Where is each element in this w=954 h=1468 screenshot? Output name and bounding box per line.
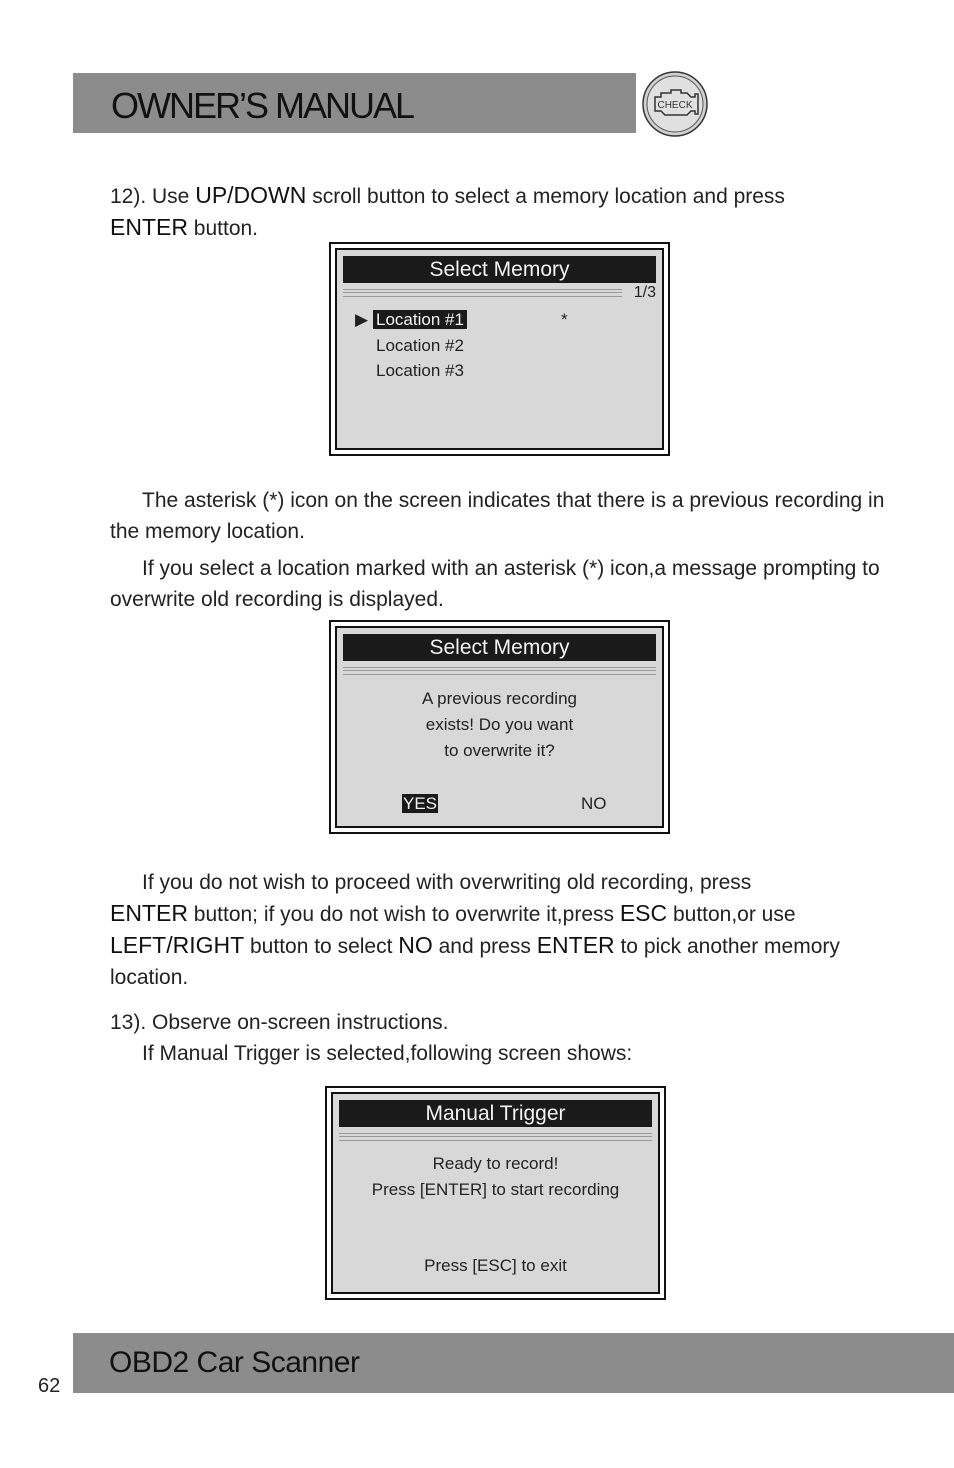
list-item[interactable]: Location #3 <box>376 361 464 380</box>
page-header-title: OWNER’S MANUAL <box>111 85 414 126</box>
badge-label: CHECK <box>657 100 693 111</box>
screen-title: Select Memory <box>343 256 656 283</box>
screen-select-memory-list <box>329 242 670 456</box>
keyword-up-down: UP/DOWN <box>195 182 307 208</box>
step-12-text: 12). Use UP/DOWN scroll button to select a memory location and press ENTER button. <box>110 182 785 240</box>
keyword-no: NO <box>398 932 433 958</box>
footer-title: OBD2 Car Scanner <box>109 1346 360 1379</box>
keyword-left-right: LEFT/RIGHT <box>110 932 245 958</box>
keyword-enter: ENTER <box>110 900 188 926</box>
exit-instruction: Press [ESC] to exit <box>424 1256 567 1275</box>
list-item[interactable]: Location #1 <box>373 310 467 330</box>
selection-arrow-icon: ▶ <box>355 310 369 329</box>
start-instruction: Press [ENTER] to start recording <box>371 1180 620 1199</box>
screen-manual-trigger <box>325 1086 666 1300</box>
keyword-esc: ESC <box>619 900 668 926</box>
prompt-message: A previous recording exists! Do you want to overwrite it? <box>422 689 577 760</box>
page-number: 62 <box>38 1375 61 1397</box>
check-engine-icon <box>641 70 709 138</box>
keyword-enter: ENTER <box>110 214 188 240</box>
header-bar <box>73 73 636 133</box>
step-13-text: 13). Observe on-screen instructions. If Manual Trigger is selected,following screen shows: <box>110 1011 633 1065</box>
screen-title: Manual Trigger <box>339 1100 652 1127</box>
separator <box>339 1133 652 1141</box>
separator <box>343 667 656 675</box>
footer-bar <box>73 1333 954 1393</box>
paragraph-asterisk: The asterisk (*) icon on the screen indicates that there is a previous recording in the memory location. <box>110 489 885 543</box>
paragraph-overwrite: If you select a location marked with an asterisk (*) icon,a message prompting to overwrite old recording is displayed. <box>110 557 880 611</box>
recording-asterisk: * <box>561 310 568 329</box>
list-item[interactable]: Location #2 <box>376 336 464 355</box>
keyword-enter: ENTER <box>536 932 615 958</box>
separator <box>343 289 622 297</box>
paragraph-enter-esc: If you do not wish to proceed with overwriting old recording, press ENTER button; if you do not wish to overwrite it,press ESC button,or use LEFT/RIGHT button to select NO and press ENTER to pick another memory location. <box>110 871 840 989</box>
page-indicator: 1/3 <box>633 284 656 301</box>
no-option[interactable]: NO <box>581 794 607 813</box>
screen-overwrite-prompt <box>329 620 670 834</box>
ready-message: Ready to record! <box>432 1154 559 1173</box>
yes-option[interactable]: YES <box>403 794 438 813</box>
screen-title: Select Memory <box>343 634 656 661</box>
